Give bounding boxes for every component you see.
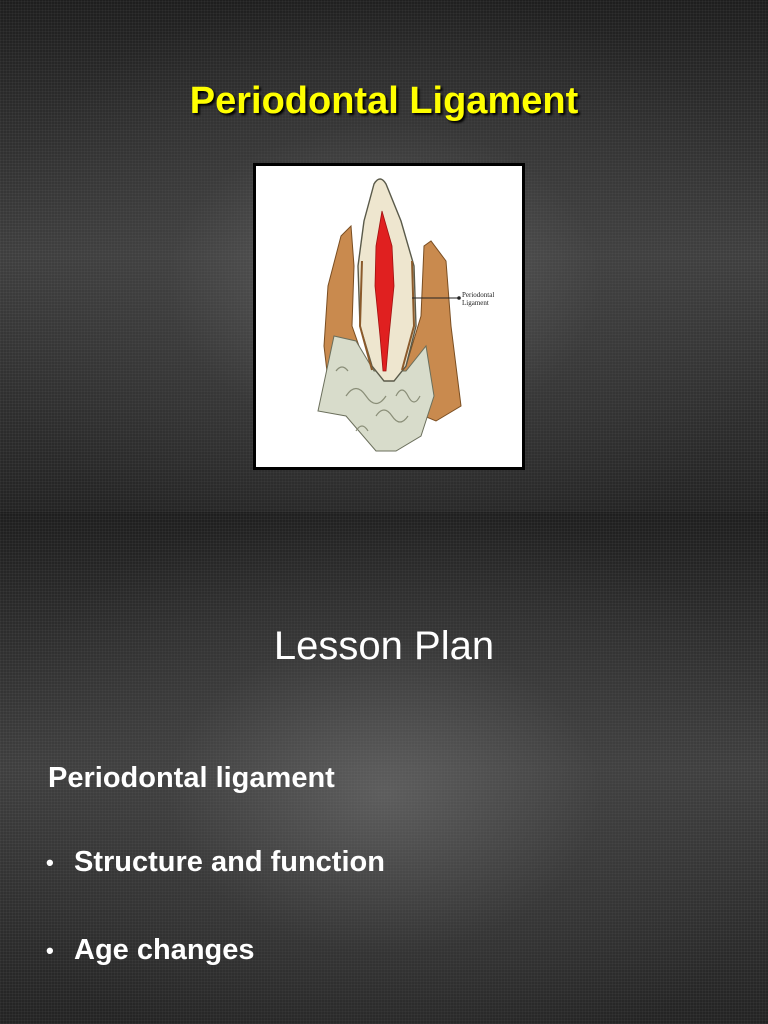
tooth-diagram-figure — [253, 163, 525, 470]
bullet-text: Structure and function — [74, 846, 385, 878]
callout-label-line2: Ligament — [462, 299, 489, 307]
slide-title: Periodontal Ligament — [189, 80, 579, 122]
callout-dot — [457, 296, 461, 300]
bullet-item — [46, 846, 385, 934]
bullet-item — [46, 934, 385, 1022]
bullet-dot-icon: • — [46, 850, 54, 875]
bullet-text: Age changes — [74, 934, 255, 966]
slide-title: Lesson Plan — [273, 624, 495, 668]
tooth-cross-section-illustration — [256, 166, 522, 467]
section-heading: Periodontal ligament — [48, 762, 335, 794]
callout-label-line1: Periodontal — [462, 291, 495, 299]
bullet-dot-icon: • — [46, 938, 54, 963]
slide-lesson-plan — [0, 512, 768, 1024]
bullet-list — [46, 846, 385, 1022]
